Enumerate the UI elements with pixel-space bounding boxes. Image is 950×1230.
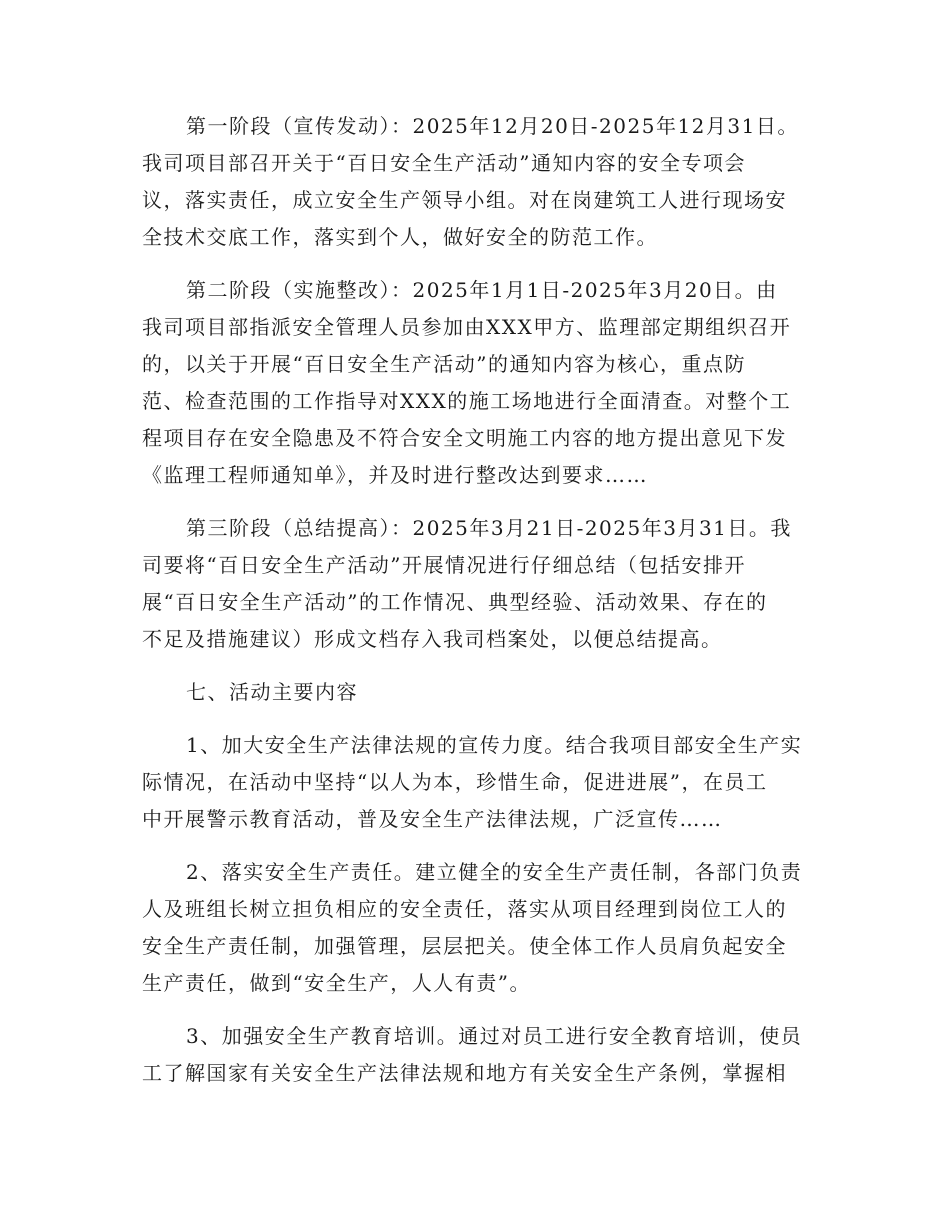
paragraph-line: 《监理工程师通知单》，并及时进行整改达到要求…… (142, 463, 648, 487)
paragraph-item-1 (142, 727, 812, 838)
paragraph-line: 际情况，在活动中坚持“以人为本，珍惜生命，促进进展”，在员工 (142, 770, 768, 794)
document-body (142, 108, 812, 1092)
paragraph-line: 展“百日安全生产活动”的工作情况、典型经验、活动效果、存在的 (142, 590, 768, 614)
paragraph-line: 的，以关于开展“百日安全生产活动”的通知内容为核心，重点防 (142, 352, 746, 376)
paragraph-line: 范、检查范围的工作指导对XXX的施工场地进行全面清查。对整个工 (142, 389, 792, 413)
paragraph-line: 全技术交底工作，落实到个人，做好安全的防范工作。 (142, 225, 658, 249)
paragraph-line: 人及班组长树立担负相应的安全责任，落实从项目经理到岗位工人的 (142, 897, 787, 921)
paragraph-line: 生产责任，做到“安全生产，人人有责”。 (142, 971, 531, 995)
paragraph-line: 第二阶段（实施整改）：2025年1月1日-2025年3月20日。由 (186, 278, 778, 302)
paragraph-line: 工了解国家有关安全生产法律法规和地方有关安全生产条例，掌握相 (142, 1061, 787, 1085)
paragraph-line: 第三阶段（总结提高）：2025年3月21日-2025年3月31日。我 (186, 516, 792, 540)
paragraph-line: 我司项目部召开关于“百日安全生产活动”通知内容的安全专项会 (142, 151, 746, 175)
paragraph-line: 1、加大安全生产法律法规的宣传力度。结合我项目部安全生产实 (186, 733, 803, 757)
paragraph-line: 第一阶段（宣传发动）：2025年12月20日-2025年12月31日。 (186, 114, 799, 138)
paragraph-line: 议，落实责任，成立安全生产领导小组。对在岗建筑工人进行现场安 (142, 188, 787, 212)
paragraph-line: 3、加强安全生产教育培训。通过对员工进行安全教育培训，使员 (186, 1024, 803, 1048)
paragraph-stage-two (142, 272, 812, 494)
paragraph-item-2 (142, 854, 812, 1002)
paragraph-item-3 (142, 1018, 812, 1092)
section-heading-text: 七、活动主要内容 (186, 680, 358, 704)
paragraph-line: 2、落实安全生产责任。建立健全的安全生产责任制，各部门负责 (186, 860, 803, 884)
paragraph-line: 不足及措施建议）形成文档存入我司档案处，以便总结提高。 (142, 627, 723, 651)
paragraph-line: 我司项目部指派安全管理人员参加由XXX甲方、监理部定期组织召开 (142, 315, 792, 339)
section-heading (142, 674, 812, 711)
paragraph-line: 安全生产责任制，加强管理，层层把关。使全体工作人员肩负起安全 (142, 934, 787, 958)
paragraph-line: 中开展警示教育活动，普及安全生产法律法规，广泛宣传…… (142, 807, 723, 831)
paragraph-stage-one (142, 108, 812, 256)
paragraph-line: 司要将“百日安全生产活动”开展情况进行仔细总结（包括安排开 (142, 553, 746, 577)
paragraph-stage-three (142, 510, 812, 658)
paragraph-line: 程项目存在安全隐患及不符合安全文明施工内容的地方提出意见下发 (142, 426, 787, 450)
